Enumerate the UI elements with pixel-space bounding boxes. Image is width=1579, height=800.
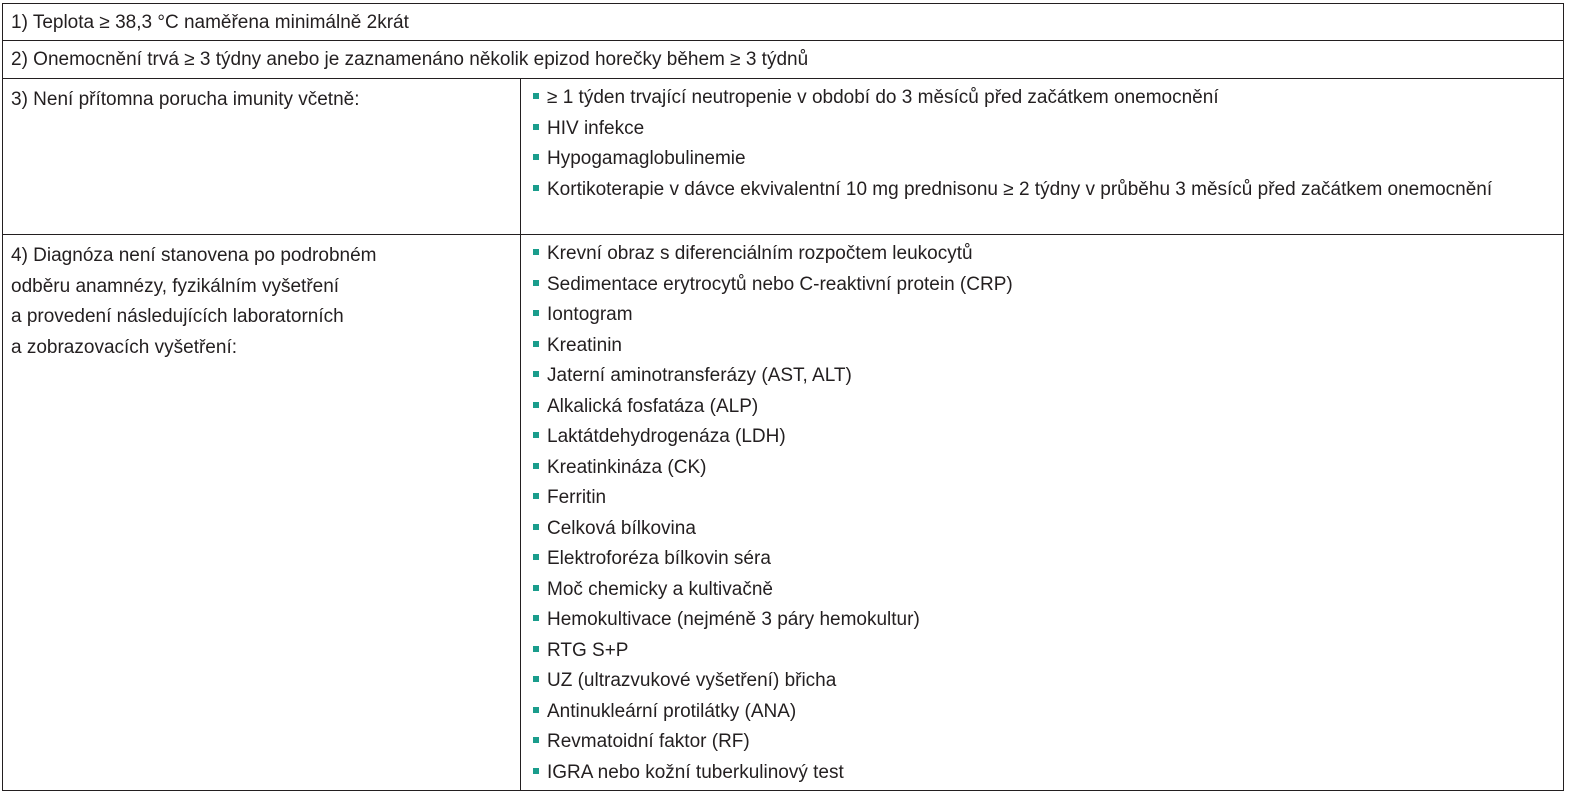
list-item [533, 361, 1551, 392]
list-item [533, 175, 1551, 206]
square-bullet-icon [533, 524, 539, 530]
square-bullet-icon [533, 249, 539, 255]
list-item-text: Hemokultivace (nejméně 3 páry hemokultur) [547, 609, 920, 630]
square-bullet-icon [533, 154, 539, 160]
list-item-text: HIV infekce [547, 117, 645, 139]
square-bullet-icon [533, 676, 539, 682]
criteria-row-3 [3, 78, 1563, 234]
list-item-text: ≥ 1 týden trvající neutropenie v období do 3 měsíců před začátkem onemocnění [547, 87, 1219, 108]
list-item-text: Krevní obraz s diferenciálním rozpočtem leukocytů [547, 243, 973, 264]
list-item-text: Jaterní aminotransferázy (AST, ALT) [547, 365, 852, 386]
list-item [533, 727, 1551, 758]
list-item [533, 239, 1551, 270]
list-item [533, 422, 1551, 453]
square-bullet-icon [533, 280, 539, 286]
square-bullet-icon [533, 432, 539, 438]
criteria-row-1 [3, 4, 1563, 40]
criterion-1-text: 1) Teplota ≥ 38,3 °C naměřena minimálně 2krát [11, 12, 409, 33]
list-item-text: IGRA nebo kožní tuberkulinový test [547, 761, 844, 783]
list-item-text: Moč chemicky a kultivačně [547, 578, 773, 600]
list-item [533, 331, 1551, 362]
criterion-4-label-line: odběru anamnézy, fyzikálním vyšetření [11, 275, 340, 297]
square-bullet-icon [533, 737, 539, 743]
list-item-text: Kreatinin [547, 334, 622, 356]
square-bullet-icon [533, 707, 539, 713]
criterion-4-label-line: a provedení následujících laboratorních [11, 306, 344, 327]
list-item-text: UZ (ultrazvukové vyšetření) břicha [547, 670, 837, 691]
list-item-text: Hypogamaglobulinemie [547, 148, 746, 169]
list-item [533, 575, 1551, 606]
square-bullet-icon [533, 463, 539, 469]
list-item-text: Celková bílkovina [547, 517, 696, 539]
list-item [533, 114, 1551, 145]
square-bullet-icon [533, 371, 539, 377]
square-bullet-icon [533, 768, 539, 774]
square-bullet-icon [533, 341, 539, 347]
list-item-text: Revmatoidní faktor (RF) [547, 731, 750, 752]
criterion-3-label: 3) Není přítomna porucha imunity včetně: [3, 79, 521, 234]
list-item-text: Elektroforéza bílkovin séra [547, 548, 771, 569]
list-item [533, 270, 1551, 301]
criterion-4-label-line: 4) Diagnóza není stanovena po podrobném [11, 245, 377, 266]
list-item [533, 144, 1551, 175]
examination-list [533, 239, 1551, 788]
square-bullet-icon [533, 615, 539, 621]
square-bullet-icon [533, 185, 539, 191]
list-item [533, 544, 1551, 575]
immunity-disorder-list [533, 83, 1551, 205]
list-item-text: RTG S+P [547, 639, 629, 661]
list-item [533, 666, 1551, 697]
square-bullet-icon [533, 646, 539, 652]
criterion-4-list-cell [521, 235, 1563, 790]
square-bullet-icon [533, 402, 539, 408]
list-item [533, 697, 1551, 728]
criteria-row-4 [3, 234, 1563, 790]
list-item [533, 605, 1551, 636]
square-bullet-icon [533, 554, 539, 560]
list-item-text: Ferritin [547, 487, 607, 508]
list-item [533, 83, 1551, 114]
list-item-text: Kreatinkináza (CK) [547, 456, 707, 478]
criterion-4-label [3, 235, 521, 790]
square-bullet-icon [533, 310, 539, 316]
criterion-3-list-cell [521, 79, 1563, 234]
criteria-table [2, 3, 1564, 791]
list-item [533, 483, 1551, 514]
list-item [533, 453, 1551, 484]
criteria-row-2 [3, 40, 1563, 78]
list-item [533, 636, 1551, 667]
square-bullet-icon [533, 124, 539, 130]
list-item [533, 758, 1551, 789]
square-bullet-icon [533, 493, 539, 499]
list-item-text: Kortikoterapie v dávce ekvivalentní 10 mg prednisonu ≥ 2 týdny v průběhu 3 měsíců před začátkem onemocnění [547, 178, 1493, 200]
list-item [533, 300, 1551, 331]
list-item-text: Antinukleární protilátky (ANA) [547, 700, 797, 722]
list-item-text: Laktátdehydrogenáza (LDH) [547, 426, 786, 447]
criterion-4-label-line: a zobrazovacích vyšetření: [11, 336, 237, 358]
list-item [533, 514, 1551, 545]
list-item [533, 392, 1551, 423]
square-bullet-icon [533, 585, 539, 591]
list-item-text: Sedimentace erytrocytů nebo C-reaktivní protein (CRP) [547, 273, 1013, 295]
square-bullet-icon [533, 93, 539, 99]
list-item-text: Alkalická fosfatáza (ALP) [547, 395, 759, 417]
criterion-2-text: 2) Onemocnění trvá ≥ 3 týdny anebo je zaznamenáno několik epizod horečky během ≥ 3 týdnů [11, 49, 809, 70]
list-item-text: Iontogram [547, 304, 633, 325]
